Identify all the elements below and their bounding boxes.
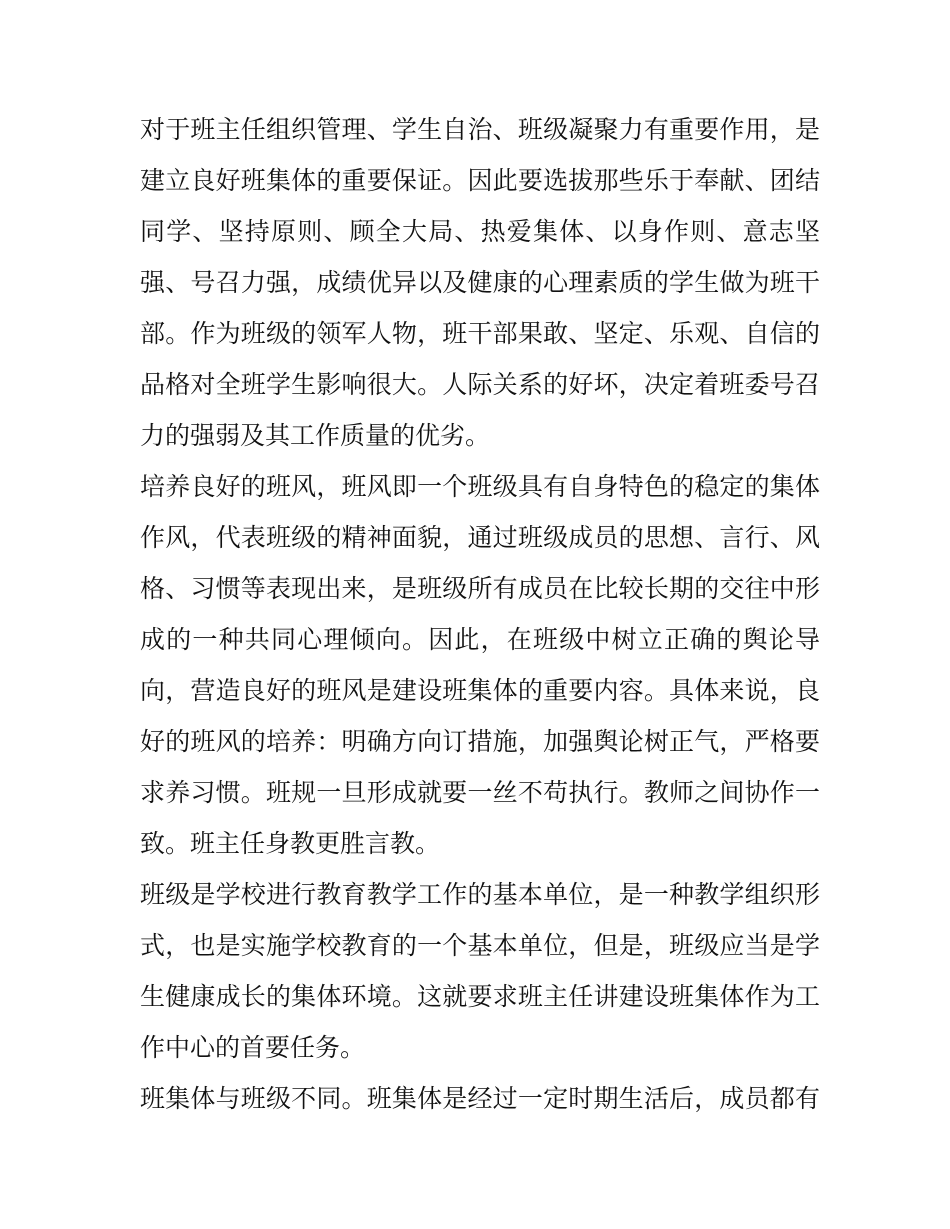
text-line: 强、号召力强，成绩优异以及健康的心理素质的学生做为班干 — [140, 268, 820, 297]
text-line: 培养良好的班风，班风即一个班级具有自身特色的稳定的集体 — [140, 472, 820, 501]
text-line: 作中心的首要任务。 — [140, 1033, 366, 1062]
text-line: 向，营造良好的班风是建设班集体的重要内容。具体来说，良 — [140, 676, 820, 705]
paragraph — [140, 461, 820, 869]
text-line: 建立良好班集体的重要保证。因此要选拔那些乐于奉献、团结 — [140, 166, 820, 195]
text-line: 部。作为班级的领军人物，班干部果敢、坚定、乐观、自信的 — [140, 319, 820, 348]
text-line: 力的强弱及其工作质量的优劣。 — [140, 421, 491, 450]
paragraph — [140, 104, 820, 461]
text-line: 班集体与班级不同。班集体是经过一定时期生活后，成员都有 — [140, 1084, 820, 1113]
text-line: 式，也是实施学校教育的一个基本单位，但是，班级应当是学 — [140, 931, 820, 960]
text-line: 作风，代表班级的精神面貌，通过班级成员的思想、言行、风 — [140, 523, 820, 552]
text-line: 求养习惯。班规一旦形成就要一丝不苟执行。教师之间协作一 — [140, 778, 820, 807]
text-line: 致。班主任身教更胜言教。 — [140, 829, 441, 858]
text-line: 同学、坚持原则、顾全大局、热爱集体、以身作则、意志坚 — [140, 217, 820, 246]
text-line: 品格对全班学生影响很大。人际关系的好坏，决定着班委号召 — [140, 370, 820, 399]
paragraph — [140, 1073, 820, 1124]
text-line: 班级是学校进行教育教学工作的基本单位，是一种教学组织形 — [140, 880, 820, 909]
text-line: 生健康成长的集体环境。这就要求班主任讲建设班集体作为工 — [140, 982, 820, 1011]
text-line: 格、习惯等表现出来，是班级所有成员在比较长期的交往中形 — [140, 574, 820, 603]
body-text — [140, 104, 820, 1124]
paragraph — [140, 869, 820, 1073]
text-line: 好的班风的培养：明确方向订措施，加强舆论树正气，严格要 — [140, 727, 820, 756]
text-line: 成的一种共同心理倾向。因此，在班级中树立正确的舆论导 — [140, 625, 820, 654]
text-line: 对于班主任组织管理、学生自治、班级凝聚力有重要作用，是 — [140, 115, 820, 144]
